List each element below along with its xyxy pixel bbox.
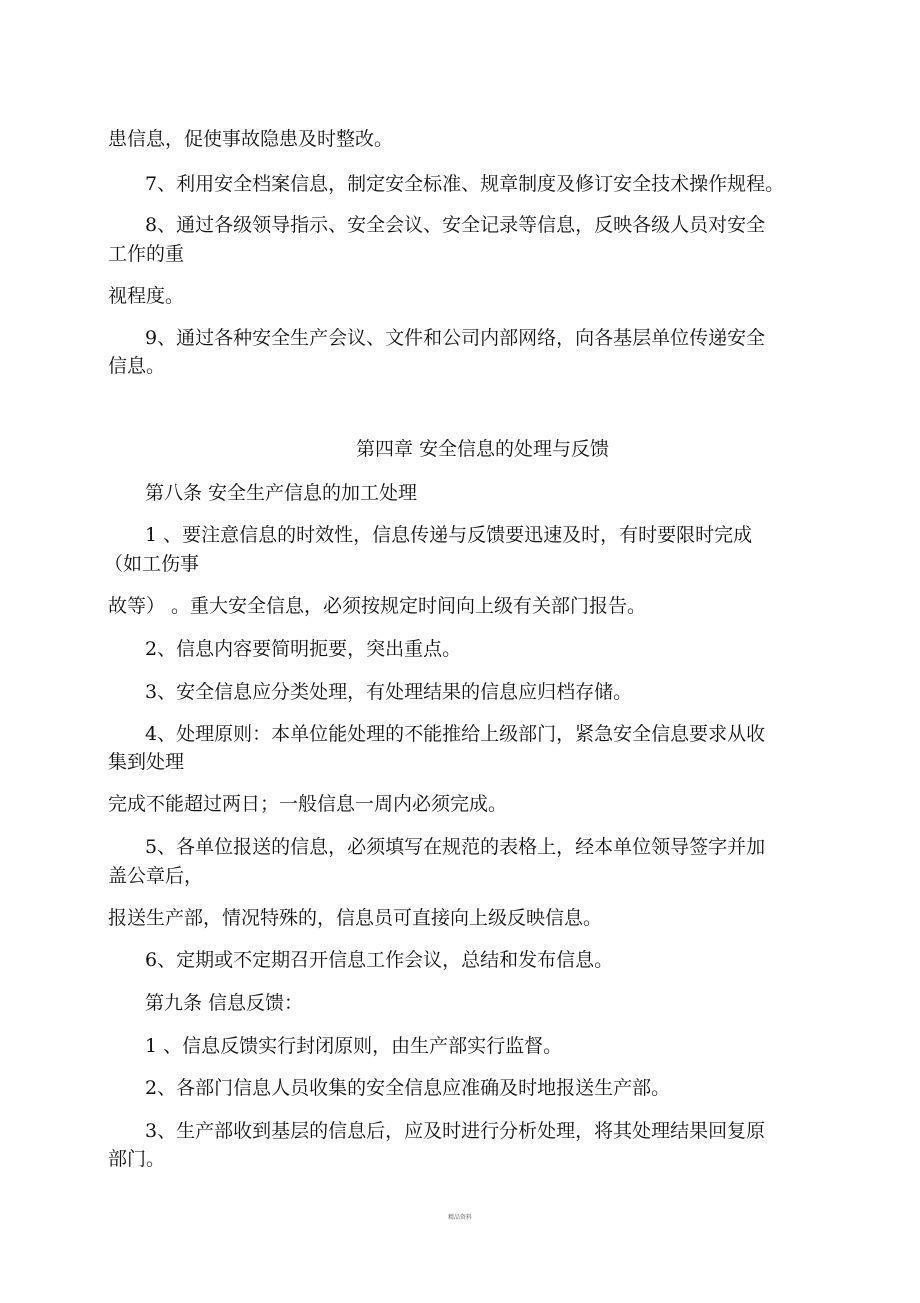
article-heading: 第九条 信息反馈： [145, 992, 304, 1014]
page-footer: 精品资料 [447, 1214, 472, 1221]
paragraph-line: 1 、要注意信息的时效性，信息传递与反馈要迅速及时，有时要限时完成 [145, 524, 753, 546]
paragraph-line: 3、安全信息应分类处理，有处理结果的信息应归档存储。 [145, 681, 633, 703]
paragraph-line: 9、通过各种安全生产会议、文件和公司内部网络，向各基层单位传递安全 [145, 327, 766, 349]
paragraph-line: 2、信息内容要简明扼要，突出重点。 [145, 638, 462, 660]
paragraph-line: 6、定期或不定期召开信息工作会议，总结和发布信息。 [145, 949, 614, 971]
paragraph-line: （如工伤事 [104, 553, 200, 575]
paragraph-line: 报送生产部，情况特殊的，信息员可直接向上级反映信息。 [108, 907, 603, 929]
paragraph-line: 视程度。 [108, 285, 185, 307]
article-heading: 第八条 安全生产信息的加工处理 [145, 482, 418, 504]
paragraph-line: 集到处理 [108, 751, 185, 773]
paragraph-line: 7、利用安全档案信息，制定安全标准、规章制度及修订安全技术操作规程。 [145, 173, 785, 195]
chapter-title: 第四章 安全信息的处理与反馈 [356, 438, 610, 460]
paragraph-line: 3、生产部收到基层的信息后，应及时进行分析处理，将其处理结果回复原 [145, 1120, 766, 1142]
paragraph-line: 2、各部门信息人员收集的安全信息应准确及时地报送生产部。 [145, 1077, 671, 1099]
paragraph-line: 故等） 。重大安全信息，必须按规定时间向上级有关部门报告。 [108, 595, 647, 617]
paragraph-line: 8、通过各级领导指示、安全会议、安全记录等信息，反映各级人员对安全 [145, 214, 766, 236]
paragraph-line: 工作的重 [108, 243, 185, 265]
paragraph-line: 5、各单位报送的信息，必须填写在规范的表格上，经本单位领导签字并加 [145, 836, 766, 858]
paragraph-line: 完成不能超过两日；一般信息一周内必须完成。 [108, 793, 508, 815]
paragraph-line: 部门。 [108, 1148, 166, 1170]
paragraph-line: 盖公章后， [108, 865, 204, 887]
paragraph-line: 1 、信息反馈实行封闭原则，由生产部实行监督。 [145, 1035, 563, 1057]
paragraph-line: 4、处理原则：本单位能处理的不能推给上级部门，紧急安全信息要求从收 [145, 723, 766, 745]
paragraph-line: 患信息，促使事故隐患及时整改。 [108, 128, 394, 150]
paragraph-line: 信息。 [108, 355, 166, 377]
